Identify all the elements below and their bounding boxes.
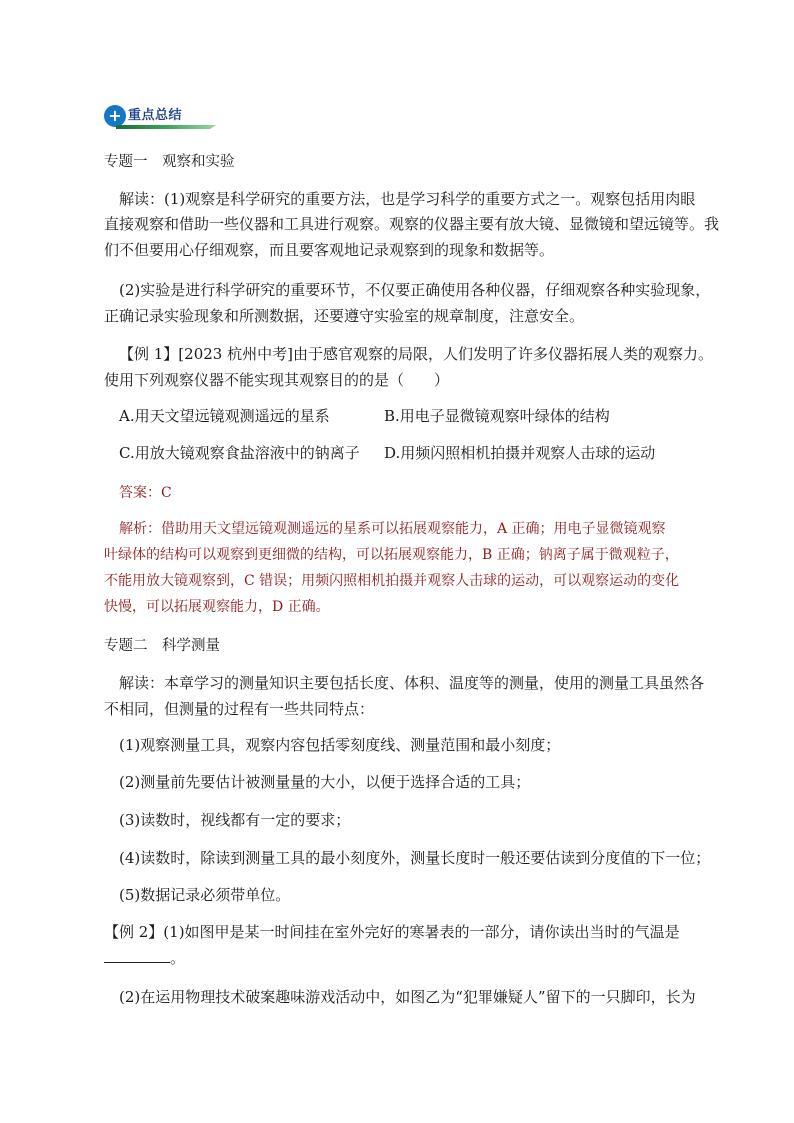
badge-label: 重点总结: [128, 108, 183, 123]
answer-blank[interactable]: [104, 948, 170, 963]
paragraph-line: 正确记录实验现象和所测数据，还要遵守实验室的规章制度，注意安全。: [104, 307, 585, 325]
list-item: (4)读数时，除读到测量工具的最小刻度外，测量长度时一般还要估读到分度值的下一位；: [119, 849, 711, 867]
option-d: D.用频闪照相机拍摄并观察人击球的运动: [384, 444, 656, 462]
topic1-heading: 专题一 观察和实验: [104, 154, 235, 170]
analysis-line: 叶绿体的结构可以观察到更细微的结构，可以拓展观察能力，B 正确；钠离子属于微观粒子，: [104, 547, 679, 563]
list-item: (3)读数时，视线都有一定的要求；: [119, 811, 351, 829]
paragraph-line: (2)实验是进行科学研究的重要环节，不仅要正确使用各种仪器，仔细观察各种实验现象，: [119, 281, 711, 299]
option-b: B.用电子显微镜观察叶绿体的结构: [384, 407, 610, 425]
example2-question: (2)在运用物理技术破案趣味游戏活动中，如图乙为“犯罪嫌疑人”留下的一只脚印，长为: [119, 988, 696, 1006]
list-item: (1)观察测量工具，观察内容包括零刻度线、测量范围和最小刻度；: [119, 736, 561, 754]
topic2-heading: 专题二 科学测量: [104, 638, 220, 654]
analysis-line: 快慢，可以拓展观察能力，D 正确。: [104, 599, 330, 615]
analysis-line: 不能用放大镜观察到，C 错误；用频闪照相机拍摄并观察人击球的运动，可以观察运动的变化: [104, 573, 680, 589]
option-c: C.用放大镜观察食盐溶液中的钠离子: [119, 444, 360, 462]
paragraph-line: 解读：(1)观察是科学研究的重要方法，也是学习科学的重要方式之一。观察包括用肉眼: [119, 190, 696, 208]
section-badge: [104, 104, 216, 130]
option-a: A.用天文望远镜观测遥远的星系: [119, 407, 330, 425]
paragraph-line: 们不但要用心仔细观察，而且要客观地记录观察到的现象和数据等。: [104, 241, 555, 259]
plus-icon: +: [104, 105, 126, 127]
example1-question: 【例 1】[2023 杭州中考]由于感官观察的局限，人们发明了许多仪器拓展人类的观察力。: [119, 345, 713, 363]
period-mark: 。: [170, 949, 186, 967]
example2-blank-line: [104, 948, 185, 968]
example2-question: 【例 2】(1)如图甲是某一时间挂在室外完好的寒暑表的一部分，请你读出当时的气温是: [104, 923, 680, 941]
badge-underline: [116, 125, 216, 129]
list-item: (5)数据记录必须带单位。: [119, 886, 291, 904]
example1-question: 使用下列观察仪器不能实现其观察目的的是（ ）: [104, 371, 450, 389]
analysis-line: 解析：借助用天文望远镜观测遥远的星系可以拓展观察能力，A 正确；用电子显微镜观察: [119, 521, 666, 537]
paragraph-line: 直接观察和借助一些仪器和工具进行观察。观察的仪器主要有放大镜、显微镜和望远镜等。我: [104, 215, 720, 233]
paragraph-line: 解读：本章学习的测量知识主要包括长度、体积、温度等的测量，使用的测量工具虽然各: [119, 674, 705, 692]
paragraph-line: 不相同，但测量的过程有一些共同特点：: [104, 700, 375, 718]
list-item: (2)测量前先要估计被测量量的大小，以便于选择合适的工具；: [119, 773, 531, 791]
answer-text: 答案：C: [119, 485, 172, 501]
